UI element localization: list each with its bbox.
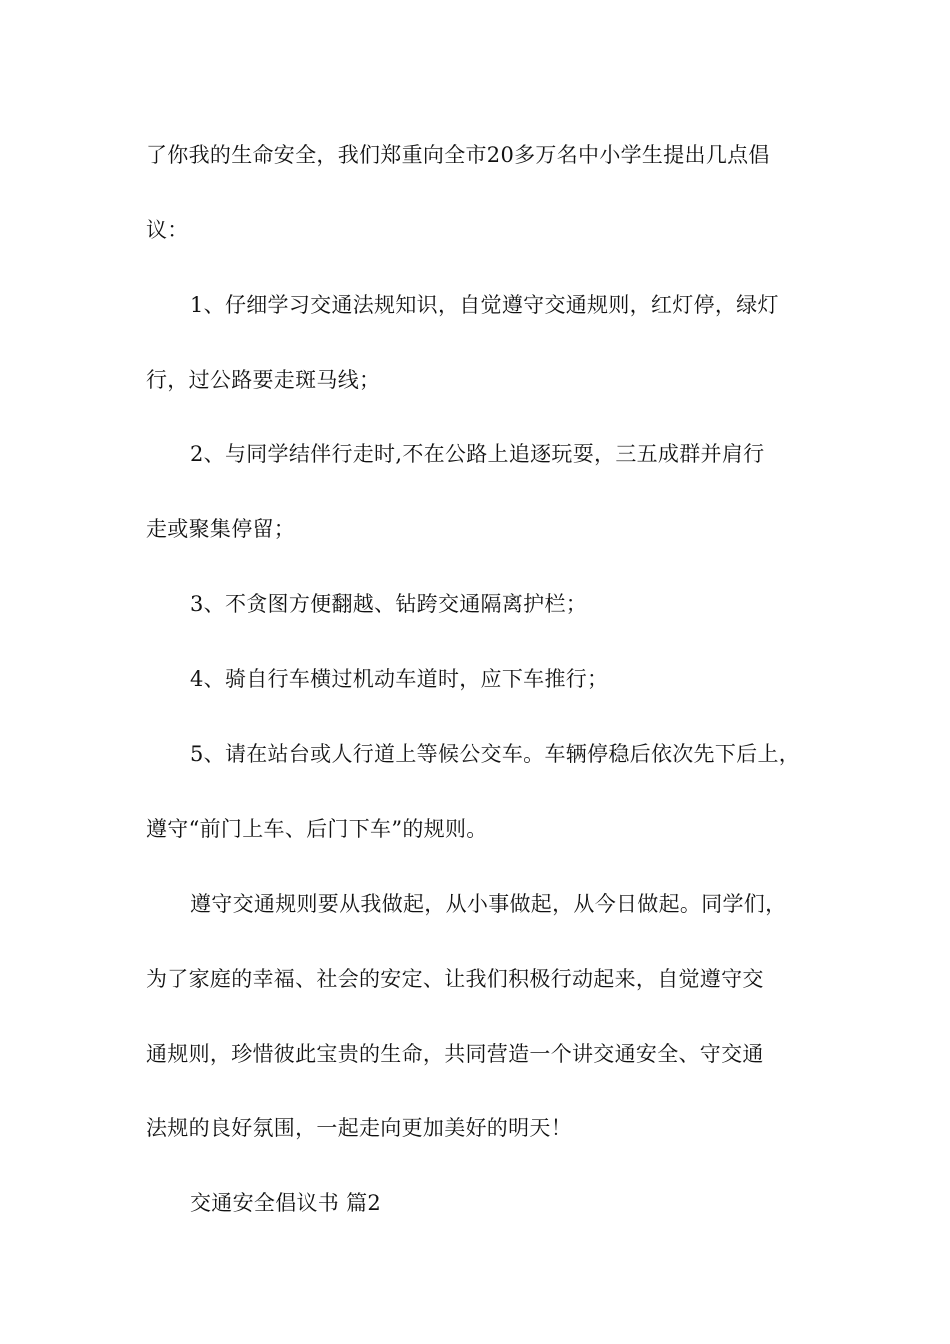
list-item-5: 5、请在站台或人行道上等候公交车。车辆停稳后依次先下后上， (190, 742, 801, 766)
paragraph-line: 为了家庭的幸福、社会的安定、让我们积极行动起来，自觉遵守交 (146, 967, 764, 991)
paragraph-line: 通规则，珍惜彼此宝贵的生命，共同营造一个讲交通安全、守交通 (146, 1042, 764, 1066)
paragraph-line: 走或聚集停留； (146, 517, 296, 541)
paragraph-line: 遵守“前门上车、后门下车”的规则。 (146, 817, 488, 841)
closing-paragraph: 遵守交通规则要从我做起，从小事做起，从今日做起。同学们， (190, 892, 787, 916)
list-item-1: 1、仔细学习交通法规知识，自觉遵守交通规则，红灯停，绿灯 (190, 293, 779, 317)
paragraph-line: 了你我的生命安全，我们郑重向全市20多万名中小学生提出几点倡 (146, 143, 770, 167)
list-item-2: 2、与同学结伴行走时,不在公路上追逐玩耍，三五成群并肩行 (190, 442, 765, 466)
section-heading: 交通安全倡议书 篇2 (190, 1191, 382, 1215)
list-item-4: 4、骑自行车横过机动车道时，应下车推行； (190, 667, 609, 691)
paragraph-line: 议： (146, 218, 189, 242)
list-item-3: 3、不贪图方便翻越、钻跨交通隔离护栏； (190, 592, 588, 616)
paragraph-line: 法规的良好氛围，一起走向更加美好的明天！ (146, 1116, 572, 1140)
paragraph-line: 行，过公路要走斑马线； (146, 368, 381, 392)
